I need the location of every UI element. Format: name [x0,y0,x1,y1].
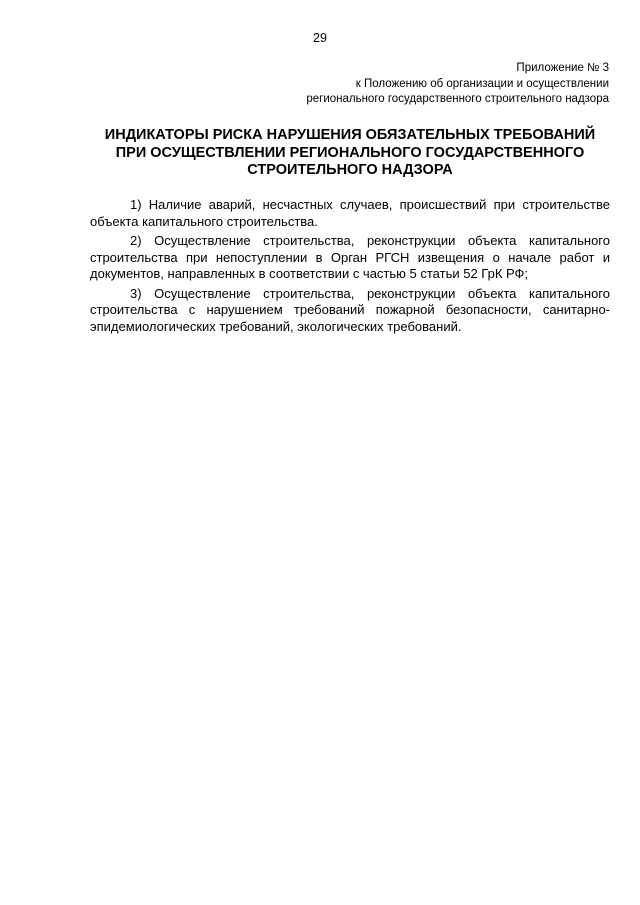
appendix-number: Приложение № 3 [516,62,609,74]
document-title [90,127,610,180]
paragraph-1: 1) Наличие аварий, несчастных случаев, происшествий при строительстве объекта капитального строительства. [90,197,610,229]
document-body [90,197,610,338]
paragraph-3: 3) Осуществление строительства, реконструкции объекта капитального строительства с нарушением требований пожарной безопасности, санитарно-эпидемиологических требований, экологических требований. [90,285,610,334]
title-line-1: ИНДИКАТОРЫ РИСКА НАРУШЕНИЯ ОБЯЗАТЕЛЬНЫХ ТРЕБОВАНИЙ [104,127,596,143]
title-line-3: СТРОИТЕЛЬНОГО НАДЗОРА [247,162,453,178]
appendix-reference-cont: регионального государственного строительного надзора [306,93,609,105]
page-number: 29 [313,31,327,45]
title-line-2: ПРИ ОСУЩЕСТВЛЕНИИ РЕГИОНАЛЬНОГО ГОСУДАРСТВЕННОГО [115,144,585,161]
appendix-reference: к Положению об организации и осуществлении [355,77,609,90]
appendix-header [306,61,609,108]
paragraph-2: 2) Осуществление строительства, реконструкции объекта капитального строительства при непоступлении в Орган РГСН извещения о начале работ и документов, направленных в соответствии с частью 5 статьи 52 ГрК РФ; [90,233,610,281]
